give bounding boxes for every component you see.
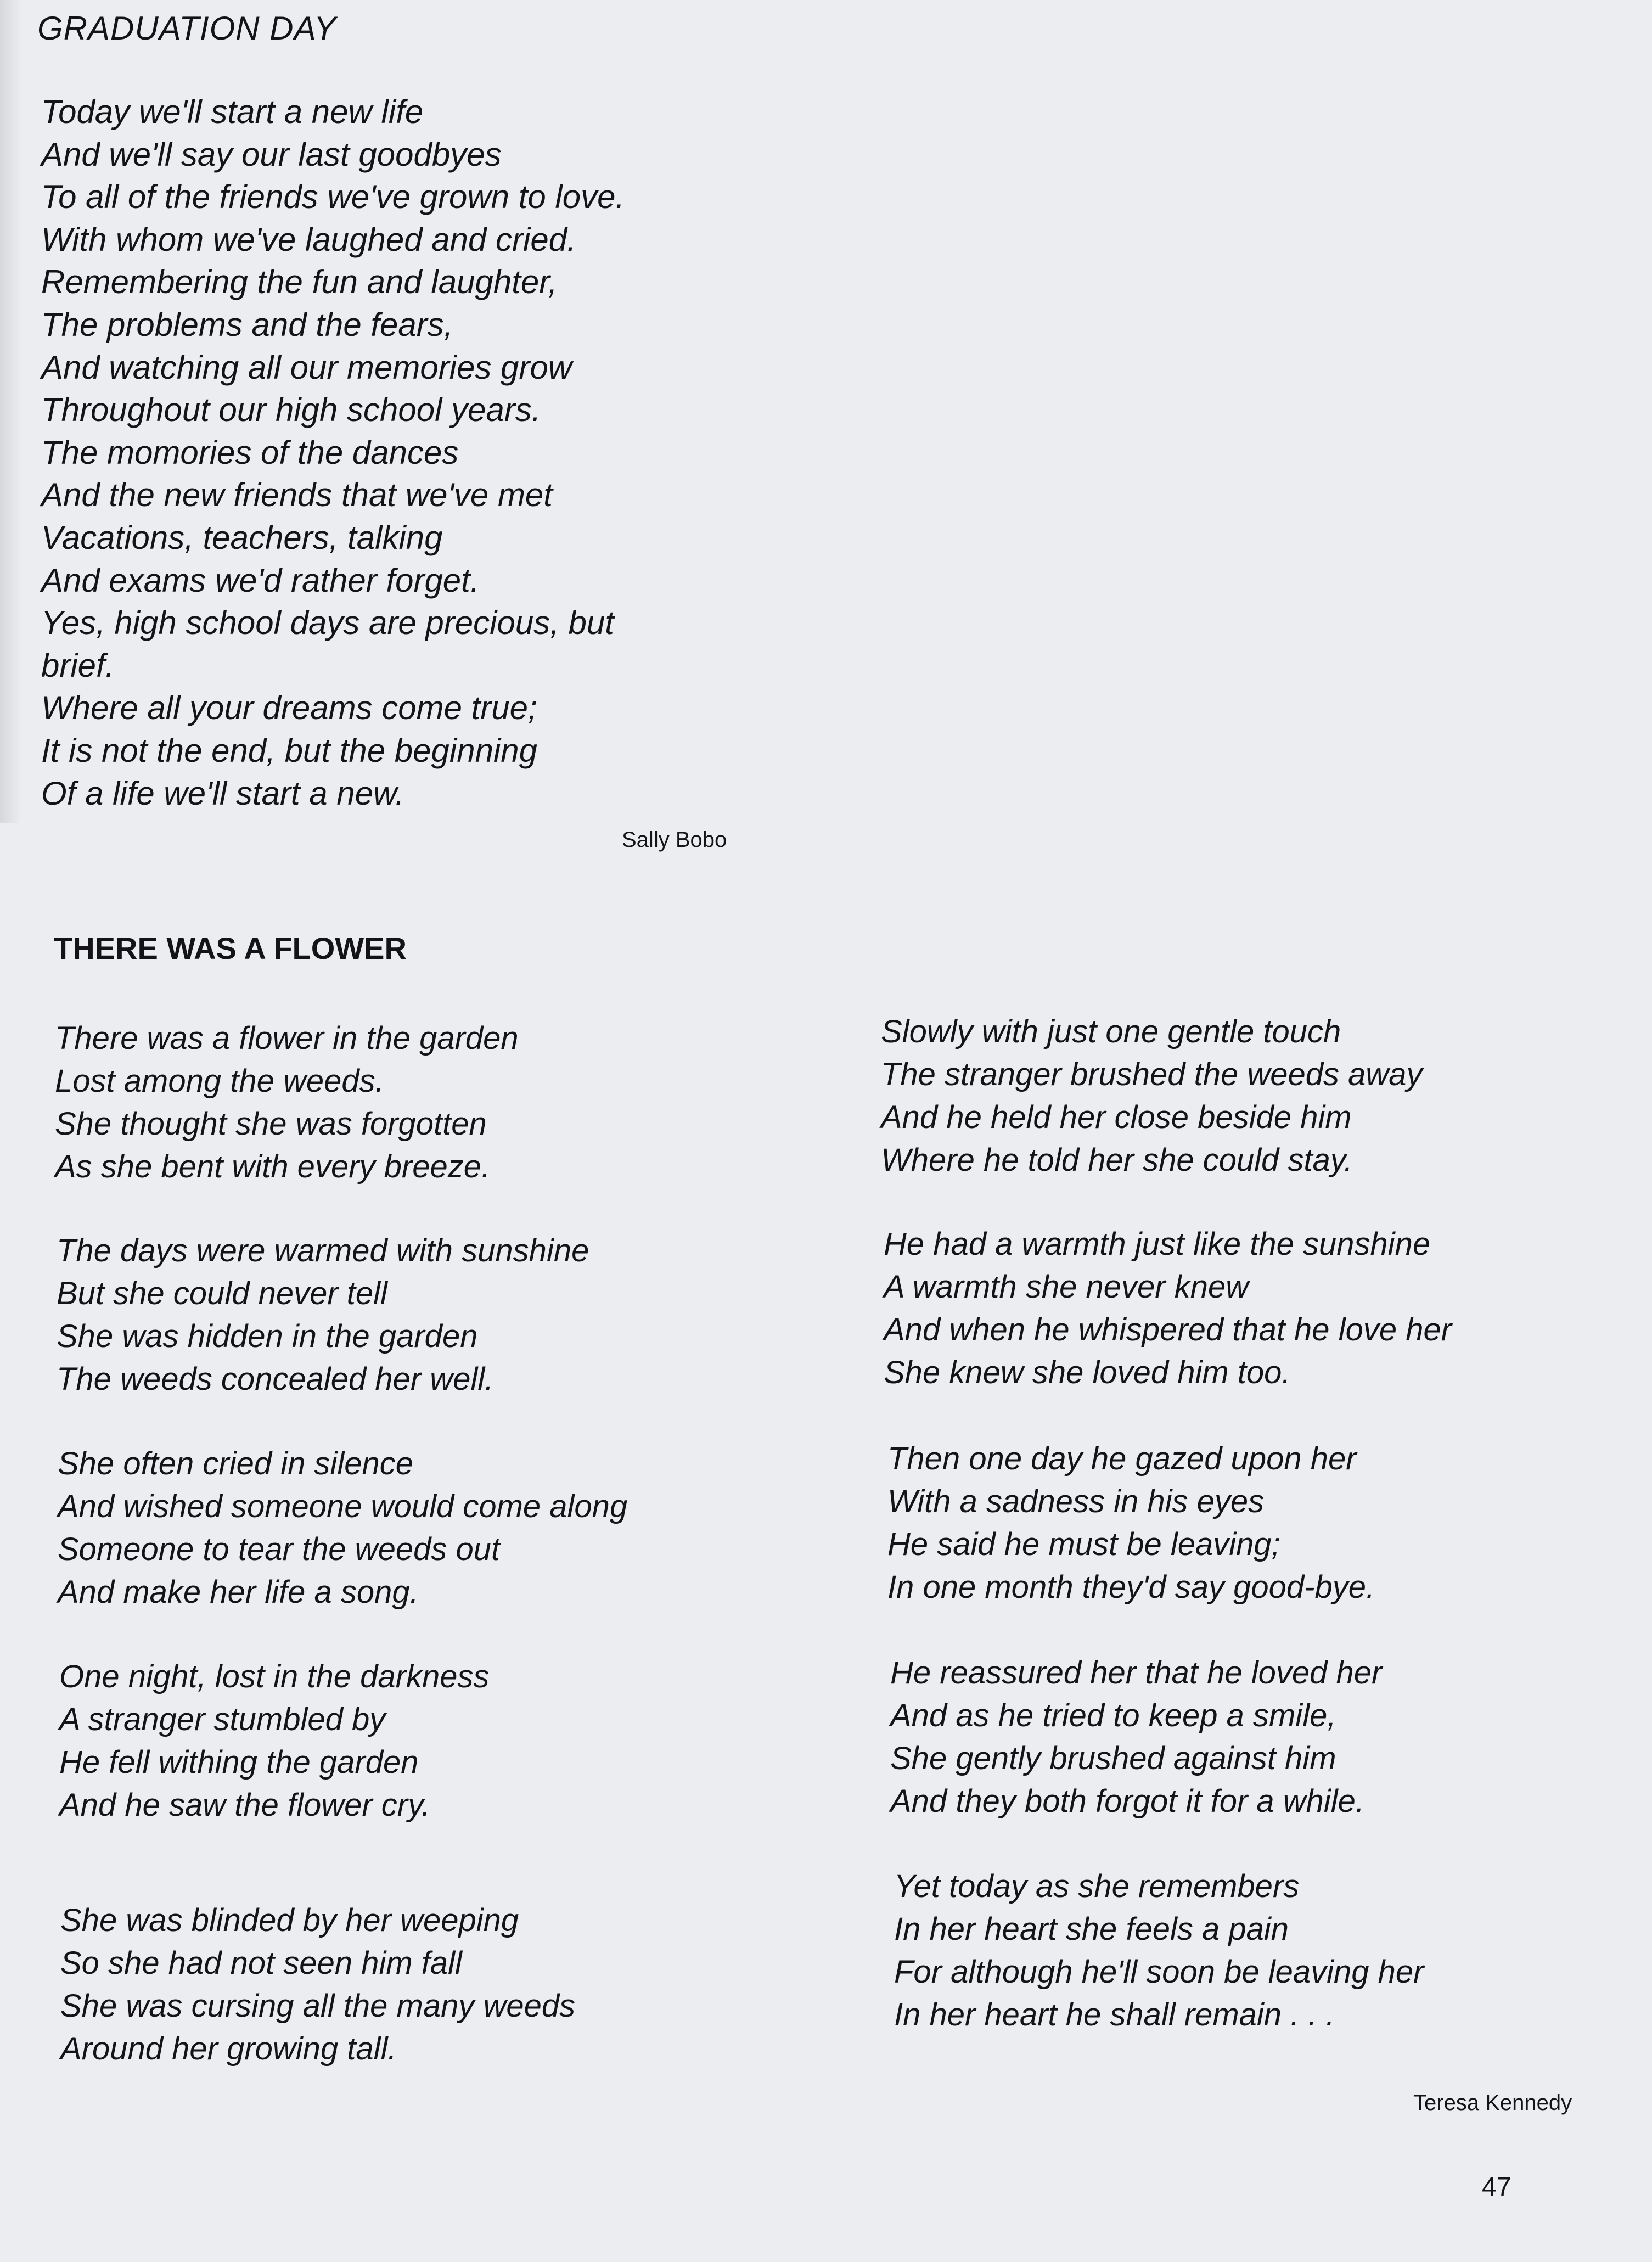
poem-line: Of a life we'll start a new.	[41, 774, 404, 812]
stanza-left-2	[57, 1230, 589, 1401]
poem-line: She gently brushed against him	[890, 1741, 1336, 1776]
poem-graduation-day-body	[41, 91, 625, 815]
stanza-left-4	[59, 1655, 489, 1827]
stanza-right-2	[884, 1223, 1452, 1394]
poem-line: One night, lost in the darkness	[59, 1659, 490, 1694]
poem-line: She was blinded by her weeping	[60, 1902, 519, 1938]
poem-line: With whom we've laughed and cried.	[41, 221, 576, 258]
poem-line: Where all your dreams come true;	[41, 689, 537, 727]
poem-line: She was hidden in the garden	[57, 1318, 478, 1354]
scan-edge-shadow	[0, 0, 22, 823]
poem-line: And as he tried to keep a smile,	[890, 1698, 1336, 1733]
stanza-right-3	[887, 1438, 1375, 1609]
poem-line: It is not the end, but the beginning	[41, 732, 538, 769]
poem-line: Today we'll start a new life	[41, 93, 424, 130]
poem-line: And wished someone would come along	[58, 1489, 628, 1524]
poem-line: He fell withing the garden	[59, 1744, 419, 1780]
poem-line: The momories of the dances	[41, 434, 459, 471]
poem-line: She was cursing all the many weeds	[60, 1988, 576, 2024]
poem-line: He reassured her that he loved her	[890, 1655, 1383, 1691]
stanza-left-5	[60, 1899, 575, 2070]
poem-line: And watching all our memories grow	[41, 349, 572, 386]
poem-line: brief.	[41, 647, 115, 684]
poem-line: The stranger brushed the weeds away	[881, 1057, 1423, 1092]
poem-line: She often cried in silence	[58, 1446, 414, 1481]
poem-line: In one month they'd say good-bye.	[887, 1569, 1375, 1605]
poem-line: A warmth she never knew	[884, 1269, 1249, 1305]
poem-line: Then one day he gazed upon her	[887, 1441, 1357, 1477]
poem-line: Vacations, teachers, talking	[41, 519, 443, 556]
stanza-left-3	[58, 1442, 627, 1614]
poem-line: The days were warmed with sunshine	[57, 1233, 589, 1268]
stanza-left-1	[55, 1017, 519, 1188]
poem-title-graduation-day: GRADUATION DAY	[37, 10, 337, 47]
poem-line: There was a flower in the garden	[55, 1020, 519, 1056]
poem-line: To all of the friends we've grown to love.	[41, 178, 625, 216]
poem-line: For although he'll soon be leaving her	[894, 1954, 1424, 1990]
poem-line: And when he whispered that he love her	[884, 1312, 1452, 1348]
poem-line: And he saw the flower cry.	[59, 1787, 430, 1823]
poem-line: Slowly with just one gentle touch	[881, 1014, 1341, 1049]
poem-line: He had a warmth just like the sunshine	[884, 1226, 1431, 1262]
poem-line: As she bent with every breeze.	[55, 1149, 491, 1185]
poem-line: And make her life a song.	[58, 1574, 419, 1610]
stanza-right-4	[890, 1652, 1382, 1823]
poem-line: Remembering the fun and laughter,	[41, 263, 558, 301]
poem-line: Lost among the weeds.	[55, 1063, 384, 1099]
poem-line: She knew she loved him too.	[884, 1355, 1291, 1390]
poem-line: So she had not seen him fall	[60, 1945, 462, 1981]
poem-line: She thought she was forgotten	[55, 1106, 487, 1142]
poem-line: The problems and the fears,	[41, 306, 453, 343]
poem-line: Someone to tear the weeds out	[58, 1531, 501, 1567]
poem-line: Around her growing tall.	[60, 2031, 397, 2067]
poem-line: In her heart she feels a pain	[894, 1911, 1289, 1947]
page-number: 47	[1482, 2173, 1511, 2202]
poem-line: Yet today as she remembers	[894, 1868, 1300, 1904]
poem-line: And exams we'd rather forget.	[41, 562, 480, 599]
poem-line: In her heart he shall remain . . .	[894, 1997, 1335, 2033]
poem-line: With a sadness in his eyes	[887, 1484, 1265, 1519]
poem-line: And we'll say our last goodbyes	[41, 136, 502, 173]
poem-line: Throughout our high school years.	[41, 391, 541, 429]
poem-title-there-was-a-flower: THERE WAS A FLOWER	[54, 931, 407, 966]
poem-line: Yes, high school days are precious, but	[41, 604, 614, 642]
poem-line: But she could never tell	[57, 1276, 387, 1311]
author-teresa-kennedy: Teresa Kennedy	[1413, 2091, 1572, 2115]
stanza-right-5	[894, 1865, 1424, 2036]
poem-line: A stranger stumbled by	[59, 1702, 386, 1737]
stanza-right-1	[881, 1011, 1423, 1182]
poem-line: Where he told her she could stay.	[881, 1142, 1353, 1178]
author-sally-bobo: Sally Bobo	[622, 828, 727, 852]
poem-line: He said he must be leaving;	[887, 1526, 1280, 1562]
poem-line: The weeds concealed her well.	[57, 1361, 494, 1397]
poem-line: And they both forgot it for a while.	[890, 1783, 1365, 1819]
poem-line: And he held her close beside him	[881, 1099, 1352, 1135]
poem-line: And the new friends that we've met	[41, 476, 553, 514]
